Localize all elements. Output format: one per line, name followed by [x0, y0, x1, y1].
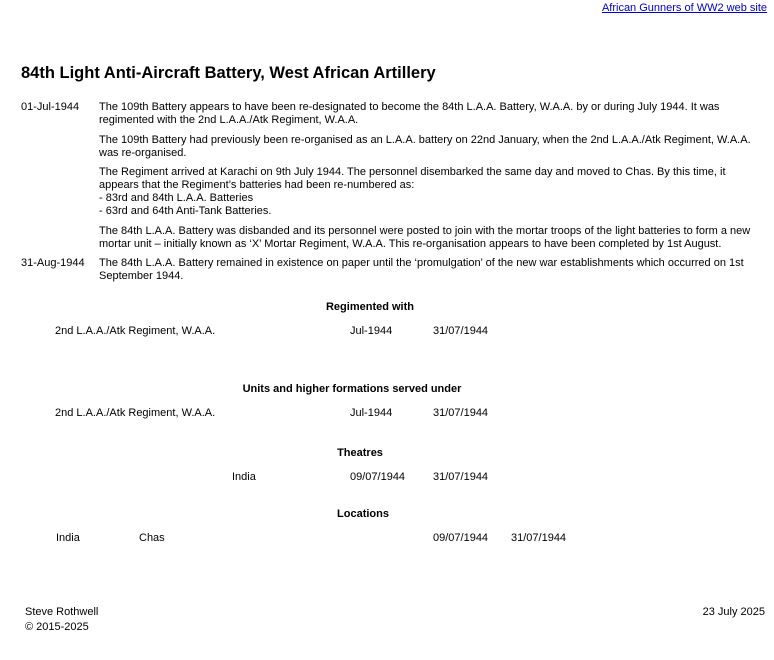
history-paragraph: [99, 257, 744, 283]
history-paragraph: [99, 225, 751, 251]
served-under-to: 31/07/1944: [433, 407, 489, 419]
text-line: regimented with the 2nd L.A.A./Atk Regiment, W.A.A.: [99, 114, 359, 126]
history-paragraph: [99, 101, 744, 127]
text-line: The 84th L.A.A. Battery remained in existence on paper until the ‘promulgation’ of the new war establishments which occurred on 1st: [99, 257, 744, 269]
location-from: 09/07/1944: [433, 532, 489, 544]
text-line: appears that the Regiment’s batteries had been re-numbered as:: [99, 179, 415, 191]
theatre-name: India: [232, 471, 256, 483]
footer-copyright: © 2015-2025: [25, 621, 89, 633]
history-paragraph: [99, 166, 744, 218]
location-to: 31/07/1944: [511, 532, 567, 544]
regimented-unit: 2nd L.A.A./Atk Regiment, W.A.A.: [55, 325, 216, 337]
theatres-heading: Theatres: [337, 447, 383, 459]
served-under-heading: Units and higher formations served under: [242, 383, 462, 395]
history-paragraph: [99, 134, 751, 160]
history-date: 01-Jul-1944: [21, 101, 80, 113]
locations-heading: Locations: [337, 508, 389, 520]
location-place: Chas: [139, 532, 165, 544]
theatre-from: 09/07/1944: [350, 471, 406, 483]
footer-date: 23 July 2025: [702, 606, 765, 618]
theatre-to: 31/07/1944: [433, 471, 489, 483]
history-date: 31-Aug-1944: [21, 257, 85, 269]
text-line: The 109th Battery appears to have been re-designated to become the 84th L.A.A. Battery, W.A.A. by or during July 1944. It was: [99, 101, 720, 113]
location-country: India: [56, 532, 80, 544]
served-under-unit: 2nd L.A.A./Atk Regiment, W.A.A.: [55, 407, 216, 419]
footer-author: Steve Rothwell: [25, 606, 99, 618]
text-line: - 63rd and 64th Anti-Tank Batteries.: [99, 205, 272, 217]
text-line: was re-organised.: [99, 147, 187, 159]
regimented-with-heading: Regimented with: [325, 301, 415, 313]
page-title: 84th Light Anti-Aircraft Battery, West African Artillery: [21, 64, 436, 82]
text-line: The Regiment arrived at Karachi on 9th July 1944. The personnel disembarked the same day and moved to Chas. By this time, it: [99, 166, 726, 178]
regimented-from: Jul-1944: [350, 325, 393, 337]
text-line: mortar unit – initially known as ‘X’ Mortar Regiment, W.A.A. This re-organisation appears to have been completed by 1st August.: [99, 238, 722, 250]
regimented-to: 31/07/1944: [433, 325, 489, 337]
text-line: The 109th Battery had previously been re-organised as an L.A.A. battery on 22nd January, when the 2nd L.A.A./Atk Regiment, W.A.A.: [99, 134, 751, 146]
served-under-from: Jul-1944: [350, 407, 393, 419]
african-gunners-site-link[interactable]: African Gunners of WW2 web site: [601, 2, 767, 14]
text-line: The 84th L.A.A. Battery was disbanded and its personnel were posted to join with the mortar troops of the light batteries to form a new: [99, 225, 751, 237]
text-line: September 1944.: [99, 270, 184, 282]
text-line: - 83rd and 84th L.A.A. Batteries: [99, 192, 254, 204]
